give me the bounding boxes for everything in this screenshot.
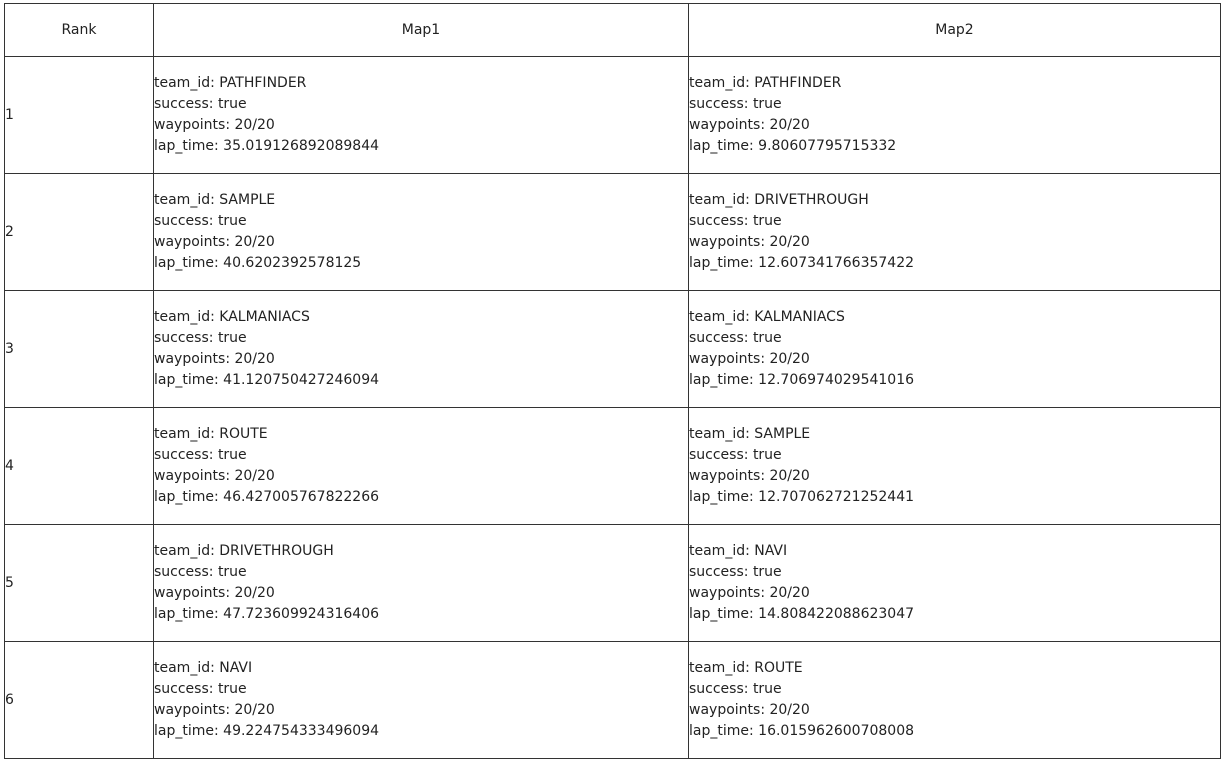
map1-entry-cell xyxy=(154,291,689,408)
team-id-line xyxy=(154,190,688,211)
table-body xyxy=(5,57,1221,759)
waypoints-label: waypoints: xyxy=(154,234,235,250)
team-id-label: team_id: xyxy=(689,660,755,676)
rank-cell: 3 xyxy=(5,291,154,408)
success-line xyxy=(689,445,1220,466)
waypoints-label: waypoints: xyxy=(689,702,770,718)
team-id-label: team_id: xyxy=(689,309,755,325)
waypoints-line xyxy=(689,115,1220,136)
table-row xyxy=(5,642,1221,759)
lap-time-value: 41.120750427246094 xyxy=(223,372,380,388)
lap-time-label: lap_time: xyxy=(689,606,759,622)
success-line xyxy=(689,679,1220,700)
team-id-line xyxy=(689,307,1220,328)
map1-entry-cell xyxy=(154,525,689,642)
waypoints-line xyxy=(154,349,688,370)
waypoints-label: waypoints: xyxy=(689,351,770,367)
lap-time-label: lap_time: xyxy=(154,489,224,505)
waypoints-value: 20/20 xyxy=(769,234,810,250)
team-id-line xyxy=(689,424,1220,445)
team-id-label: team_id: xyxy=(689,192,755,208)
success-label: success: xyxy=(154,681,218,697)
success-label: success: xyxy=(689,681,753,697)
team-id-value: NAVI xyxy=(754,543,788,559)
waypoints-line xyxy=(154,115,688,136)
team-id-label: team_id: xyxy=(689,543,755,559)
lap-time-line xyxy=(689,721,1220,742)
table-row xyxy=(5,57,1221,174)
success-line xyxy=(154,328,688,349)
team-id-value: PATHFINDER xyxy=(219,75,307,91)
team-id-line xyxy=(154,424,688,445)
team-id-value: DRIVETHROUGH xyxy=(754,192,869,208)
success-line xyxy=(154,562,688,583)
lap-time-value: 46.427005767822266 xyxy=(223,489,380,505)
team-id-line xyxy=(154,658,688,679)
map2-entry-cell xyxy=(689,291,1221,408)
map2-entry-cell xyxy=(689,57,1221,174)
team-id-line xyxy=(154,307,688,328)
column-header-map1: Map1 xyxy=(154,4,689,57)
rank-cell: 6 xyxy=(5,642,154,759)
team-id-value: NAVI xyxy=(219,660,253,676)
success-value: true xyxy=(217,564,247,580)
lap-time-value: 49.224754333496094 xyxy=(223,723,380,739)
success-value: true xyxy=(752,330,782,346)
rank-cell: 4 xyxy=(5,408,154,525)
success-line xyxy=(689,328,1220,349)
waypoints-line xyxy=(154,466,688,487)
team-id-line xyxy=(689,190,1220,211)
waypoints-value: 20/20 xyxy=(234,585,275,601)
team-id-line xyxy=(689,73,1220,94)
success-label: success: xyxy=(154,213,218,229)
lap-time-value: 12.607341766357422 xyxy=(758,255,915,271)
success-value: true xyxy=(217,681,247,697)
waypoints-label: waypoints: xyxy=(154,585,235,601)
map1-entry-cell xyxy=(154,174,689,291)
waypoints-value: 20/20 xyxy=(234,702,275,718)
lap-time-value: 12.706974029541016 xyxy=(758,372,915,388)
lap-time-value: 14.808422088623047 xyxy=(758,606,915,622)
lap-time-line xyxy=(689,604,1220,625)
waypoints-label: waypoints: xyxy=(154,351,235,367)
lap-time-label: lap_time: xyxy=(154,372,224,388)
table-row xyxy=(5,408,1221,525)
lap-time-label: lap_time: xyxy=(689,255,759,271)
success-value: true xyxy=(752,96,782,112)
lap-time-label: lap_time: xyxy=(154,606,224,622)
lap-time-label: lap_time: xyxy=(689,372,759,388)
team-id-label: team_id: xyxy=(689,75,755,91)
waypoints-value: 20/20 xyxy=(234,117,275,133)
lap-time-value: 16.015962600708008 xyxy=(758,723,915,739)
waypoints-label: waypoints: xyxy=(689,468,770,484)
waypoints-line xyxy=(689,232,1220,253)
success-value: true xyxy=(217,96,247,112)
team-id-line xyxy=(689,541,1220,562)
lap-time-value: 47.723609924316406 xyxy=(223,606,380,622)
table-row xyxy=(5,525,1221,642)
lap-time-line xyxy=(689,370,1220,391)
waypoints-line xyxy=(689,349,1220,370)
success-label: success: xyxy=(689,96,753,112)
success-value: true xyxy=(217,330,247,346)
map2-entry-cell xyxy=(689,525,1221,642)
lap-time-line xyxy=(154,604,688,625)
team-id-value: ROUTE xyxy=(219,426,268,442)
lap-time-label: lap_time: xyxy=(689,489,759,505)
rank-cell: 2 xyxy=(5,174,154,291)
team-id-label: team_id: xyxy=(154,426,220,442)
lap-time-line xyxy=(689,253,1220,274)
waypoints-line xyxy=(689,466,1220,487)
waypoints-label: waypoints: xyxy=(689,234,770,250)
team-id-label: team_id: xyxy=(154,309,220,325)
table-header xyxy=(5,4,1221,57)
team-id-value: PATHFINDER xyxy=(754,75,842,91)
table-row xyxy=(5,291,1221,408)
lap-time-label: lap_time: xyxy=(689,723,759,739)
success-line xyxy=(154,679,688,700)
success-label: success: xyxy=(154,447,218,463)
success-label: success: xyxy=(154,564,218,580)
success-value: true xyxy=(752,213,782,229)
team-id-label: team_id: xyxy=(154,192,220,208)
map2-entry-cell xyxy=(689,642,1221,759)
waypoints-value: 20/20 xyxy=(769,351,810,367)
success-label: success: xyxy=(689,447,753,463)
waypoints-value: 20/20 xyxy=(769,468,810,484)
team-id-label: team_id: xyxy=(154,660,220,676)
success-line xyxy=(154,445,688,466)
waypoints-value: 20/20 xyxy=(234,234,275,250)
waypoints-value: 20/20 xyxy=(769,117,810,133)
waypoints-line xyxy=(154,232,688,253)
team-id-value: DRIVETHROUGH xyxy=(219,543,334,559)
waypoints-value: 20/20 xyxy=(769,585,810,601)
success-value: true xyxy=(217,447,247,463)
success-label: success: xyxy=(154,330,218,346)
waypoints-line xyxy=(154,583,688,604)
team-id-value: SAMPLE xyxy=(219,192,276,208)
success-label: success: xyxy=(689,564,753,580)
success-line xyxy=(154,211,688,232)
waypoints-label: waypoints: xyxy=(154,468,235,484)
success-line xyxy=(689,562,1220,583)
success-line xyxy=(154,94,688,115)
map1-entry-cell xyxy=(154,57,689,174)
lap-time-line xyxy=(689,487,1220,508)
column-header-map2: Map2 xyxy=(689,4,1221,57)
map2-entry-cell xyxy=(689,174,1221,291)
success-value: true xyxy=(752,681,782,697)
column-header-rank: Rank xyxy=(5,4,154,57)
lap-time-line xyxy=(154,487,688,508)
waypoints-line xyxy=(689,700,1220,721)
lap-time-label: lap_time: xyxy=(154,138,224,154)
team-id-line xyxy=(154,73,688,94)
lap-time-value: 35.019126892089844 xyxy=(223,138,380,154)
leaderboard-table xyxy=(4,3,1221,759)
rank-cell: 1 xyxy=(5,57,154,174)
team-id-label: team_id: xyxy=(154,75,220,91)
lap-time-line xyxy=(154,253,688,274)
team-id-value: SAMPLE xyxy=(754,426,811,442)
map1-entry-cell xyxy=(154,642,689,759)
lap-time-label: lap_time: xyxy=(154,723,224,739)
team-id-line xyxy=(154,541,688,562)
map2-entry-cell xyxy=(689,408,1221,525)
lap-time-label: lap_time: xyxy=(154,255,224,271)
success-label: success: xyxy=(689,330,753,346)
success-label: success: xyxy=(689,213,753,229)
waypoints-label: waypoints: xyxy=(154,702,235,718)
team-id-label: team_id: xyxy=(154,543,220,559)
waypoints-label: waypoints: xyxy=(154,117,235,133)
team-id-value: KALMANIACS xyxy=(219,309,310,325)
success-value: true xyxy=(217,213,247,229)
waypoints-value: 20/20 xyxy=(234,351,275,367)
lap-time-label: lap_time: xyxy=(689,138,759,154)
team-id-line xyxy=(689,658,1220,679)
lap-time-value: 40.6202392578125 xyxy=(223,255,362,271)
team-id-value: ROUTE xyxy=(754,660,803,676)
lap-time-line xyxy=(154,370,688,391)
success-line xyxy=(689,94,1220,115)
lap-time-line xyxy=(689,136,1220,157)
waypoints-label: waypoints: xyxy=(689,585,770,601)
team-id-value: KALMANIACS xyxy=(754,309,845,325)
rank-cell: 5 xyxy=(5,525,154,642)
waypoints-label: waypoints: xyxy=(689,117,770,133)
success-value: true xyxy=(752,447,782,463)
team-id-label: team_id: xyxy=(689,426,755,442)
waypoints-value: 20/20 xyxy=(234,468,275,484)
success-value: true xyxy=(752,564,782,580)
lap-time-value: 12.707062721252441 xyxy=(758,489,915,505)
lap-time-line xyxy=(154,136,688,157)
header-row xyxy=(5,4,1221,57)
lap-time-value: 9.80607795715332 xyxy=(758,138,897,154)
lap-time-line xyxy=(154,721,688,742)
waypoints-line xyxy=(154,700,688,721)
success-line xyxy=(689,211,1220,232)
success-label: success: xyxy=(154,96,218,112)
waypoints-line xyxy=(689,583,1220,604)
table-row xyxy=(5,174,1221,291)
waypoints-value: 20/20 xyxy=(769,702,810,718)
map1-entry-cell xyxy=(154,408,689,525)
